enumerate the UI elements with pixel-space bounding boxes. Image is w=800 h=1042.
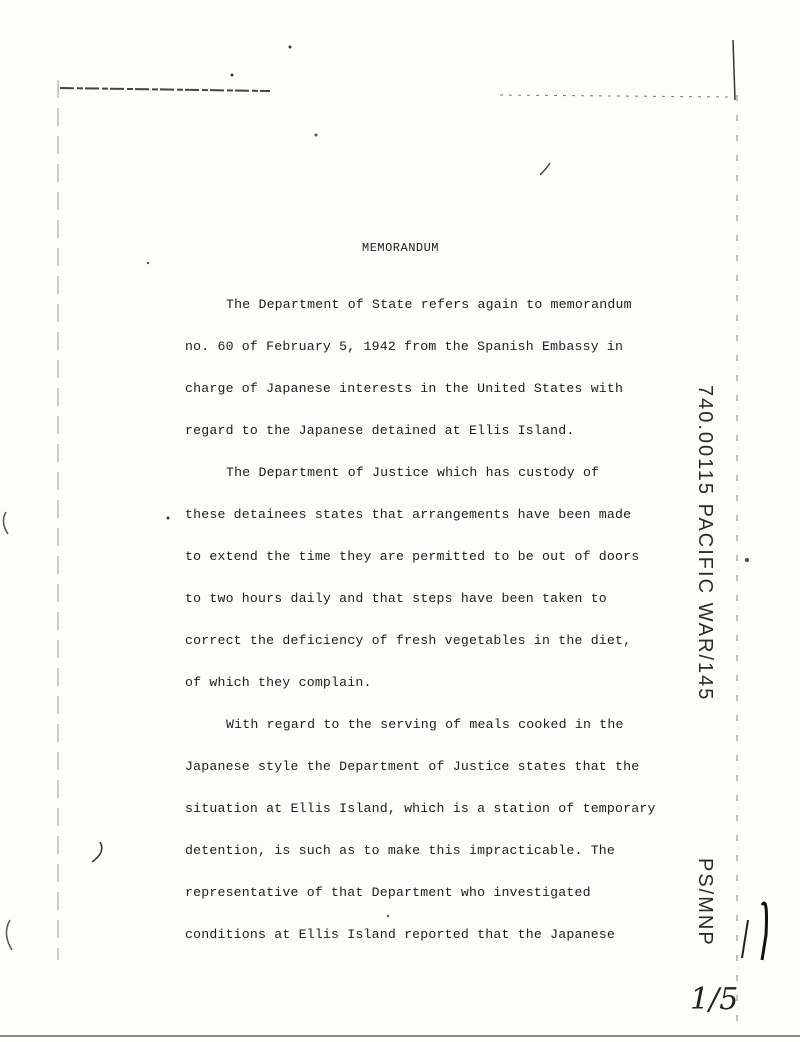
memo-title: MEMORANDUM (362, 241, 440, 255)
body-line: charge of Japanese interests in the United States with (185, 381, 624, 396)
body-line: of which they complain. (185, 675, 372, 690)
body-line: The Department of Justice which has custody of (226, 465, 600, 480)
body-line: The Department of State refers again to memorandum (226, 297, 632, 312)
body-line: to extend the time they are permitted to be out of doors (185, 549, 640, 564)
body-line: correct the deficiency of fresh vegetables in the diet, (185, 633, 632, 648)
body-line: no. 60 of February 5, 1942 from the Spanish Embassy in (185, 339, 624, 354)
body-line: regard to the Japanese detained at Ellis Island. (185, 423, 575, 438)
body-line: detention, is such as to make this impracticable. The (185, 843, 616, 858)
body-line: to two hours daily and that steps have been taken to (185, 591, 607, 606)
body-line: conditions at Ellis Island reported that the Japanese (185, 927, 616, 942)
body-line: these detainees states that arrangements have been made (185, 507, 632, 522)
body-line: Japanese style the Department of Justice states that the (185, 759, 640, 774)
file-number-stamp: 740.00115 PACIFIC WAR/145 (694, 385, 716, 702)
body-line: situation at Ellis Island, which is a station of temporary (185, 801, 656, 816)
body-line: representative of that Department who investigated (185, 885, 591, 900)
body-line: With regard to the serving of meals cooked in the (226, 717, 624, 732)
office-code-stamp: PS/MNP (694, 858, 716, 947)
page-mark: 1/5 (690, 982, 739, 1017)
